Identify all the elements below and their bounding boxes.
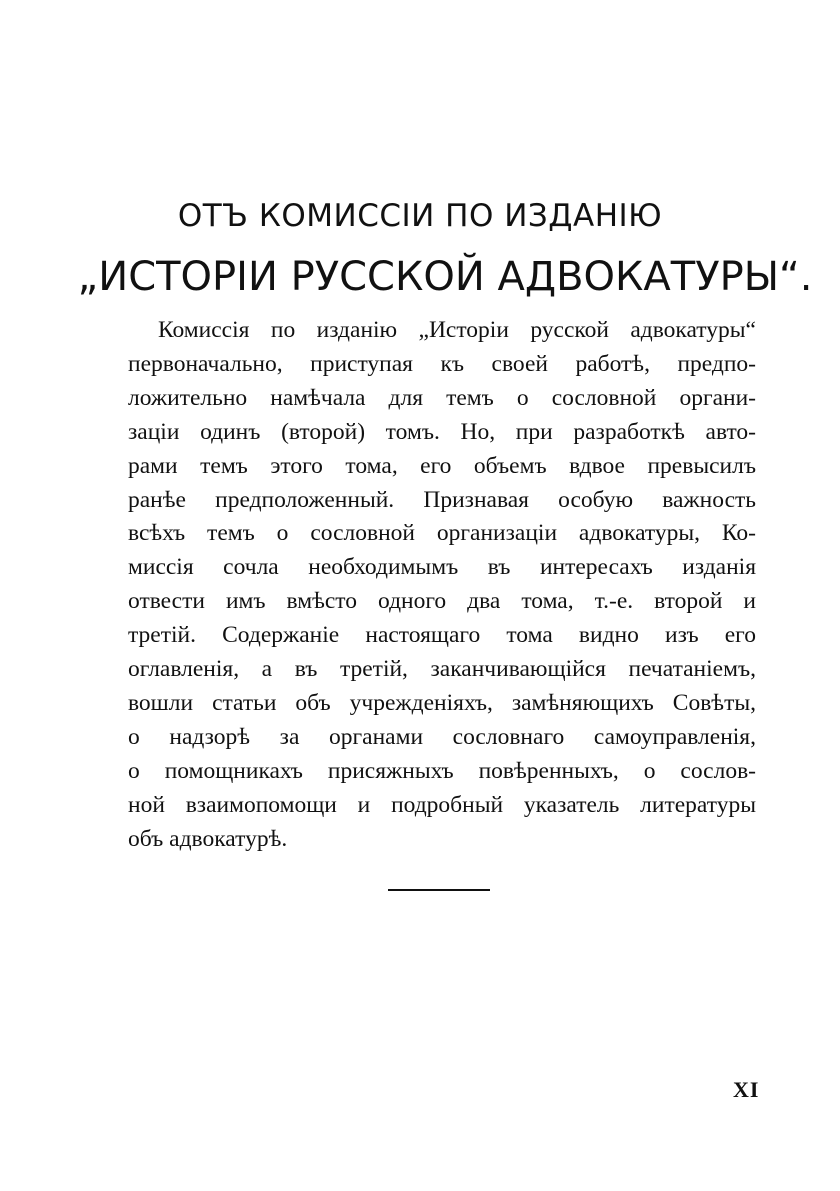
text-line: ложительно намѣчала для темъ о сословной органи- (128, 384, 756, 411)
body-paragraph (128, 314, 756, 857)
page-heading-line-2: „ИСТОРІИ РУССКОЙ АДВОКАТУРЫ“. (77, 254, 813, 300)
text-line: объ адвокатурѣ. (128, 825, 288, 852)
text-line: заціи одинъ (второй) томъ. Но, при разработкѣ авто- (128, 418, 756, 445)
text-line: отвести имъ вмѣсто одного два тома, т.-е. второй и (128, 588, 756, 615)
text-line: всѣхъ темъ о сословной организаціи адвокатуры, Ко- (128, 520, 756, 547)
text-line: ранѣе предположенный. Признавая особую важность (128, 486, 756, 513)
section-divider (388, 889, 490, 891)
page-number: XI (733, 1077, 760, 1102)
text-line: вошли статьи объ учрежденіяхъ, замѣняющихъ Совѣты, (128, 689, 756, 716)
page-heading-line-1: ОТЪ КОМИССІИ ПО ИЗДАНІЮ (177, 198, 663, 234)
text-line: третій. Содержаніе настоящаго тома видно изъ его (128, 622, 756, 649)
text-line: ной взаимопомощи и подробный указатель литературы (128, 791, 756, 818)
text-line: первоначально, приступая къ своей работѣ, предпо- (128, 350, 756, 377)
text-line: о надзорѣ за органами сословнаго самоуправленія, (128, 723, 756, 750)
text-line: рами темъ этого тома, его объемъ вдвое превысилъ (128, 452, 756, 479)
text-line: оглавленія, а въ третій, заканчивающійся печатаніемъ, (128, 656, 756, 683)
text-line: о помощникахъ присяжныхъ повѣренныхъ, о сослов- (128, 757, 756, 784)
text-line: миссія сочла необходимымъ въ интересахъ изданія (128, 554, 756, 581)
text-line: Комиссія по изданію „Исторіи русской адвокатуры“ (158, 317, 756, 343)
